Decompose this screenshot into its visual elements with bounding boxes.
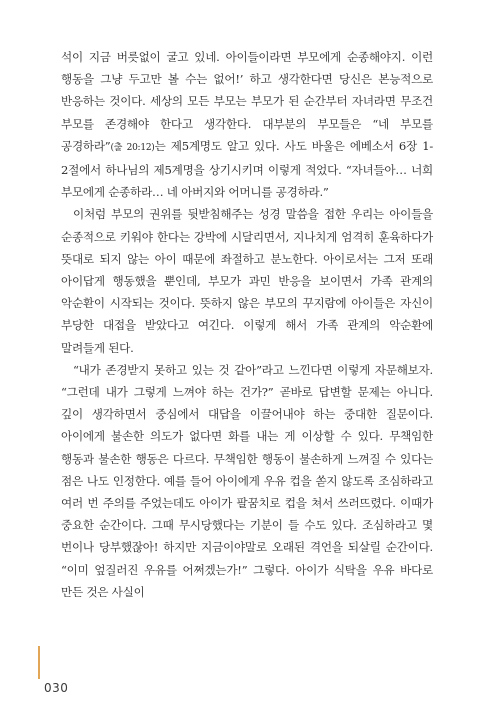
paragraph-1-text-after: 는 제5계명도 알고 있다. 사도 바울은 에베소서 6장 1-2절에서 하나님의 제5계명을 상기시키며 이렇게 적었다. “자녀들아… 너희 부모에게 순종하라… 네 아버지와 어머니를 공경하라.”	[61, 138, 434, 200]
paragraph-3: “내가 존경받지 못하고 있는 것 같아”라고 느낀다면 이렇게 자문해보자. “그런데 내가 그렇게 느껴야 하는 건가?” 곧바로 답변할 문제는 아니다. 깊이 생각하면서 중심에서 대답을 이끌어내야 하는 중대한 질문이다. 아이에게 불손한 의도가 없다면 화를 내는 게 이상할 수 있다. 무책임한 행동과 불손한 행동은 다르다. 무책임한 행동이 불손하게 느껴질 수 있다는 점은 나도 인정한다. 예를 들어 아이에게 우유 컵을 쏟지 않도록 조심하라고 여러 번 주의를 주었는데도 아이가 팔꿈치로 컵을 쳐서 쓰러뜨렸다. 이때가 중요한 순간이다. 그때 무시당했다는 기분이 들 수도 있다. 조심하라고 몇 번이나 당부했잖아! 하지만 지금이야말로 오래된 격언을 되살릴 순간이다. “이미 엎질러진 우유를 어쩌겠는가!” 그렇다. 아이가 식탁을 우유 바다로 만든 것은 사실이	[61, 362, 433, 599]
page-number: 030	[44, 681, 69, 695]
page-body	[61, 46, 433, 603]
paragraph-1-text-before: 석이 지금 버릇없이 굴고 있네. 아이들이라면 부모에게 순종해야지. 이런 행동을 그냥 두고만 볼 수는 없어!’ 하고 생각한다면 당신은 본능적으로 반응하는 것이다. 세상의 모든 부모는 부모가 된 순간부터 자녀라면 무조건 부모를 존경해야 한다고 생각한다. 대부분의 부모들은 “네 부모를 공경하라”	[61, 50, 433, 153]
bible-citation: (출 20:12)	[110, 142, 155, 153]
page-number-accent-rule	[38, 646, 40, 679]
paragraph-1	[61, 46, 433, 203]
paragraph-2: 이처럼 부모의 권위를 뒷받침해주는 성경 말씀을 접한 우리는 아이들을 순종적으로 키워야 한다는 강박에 시달리면서, 지나치게 엄격히 훈육하다가 뜻대로 되지 않는 아이 때문에 좌절하고 분노한다. 아이로서는 그저 또래 아이답게 행동했을 뿐인데, 부모가 과민 반응을 보이면서 가족 관계의 악순환이 시작되는 것이다. 뜻하지 않은 부모의 꾸지람에 아이들은 자신이 부당한 대접을 받았다고 여긴다. 이렇게 해서 가족 관계의 악순환에 말려들게 된다.	[61, 207, 433, 355]
